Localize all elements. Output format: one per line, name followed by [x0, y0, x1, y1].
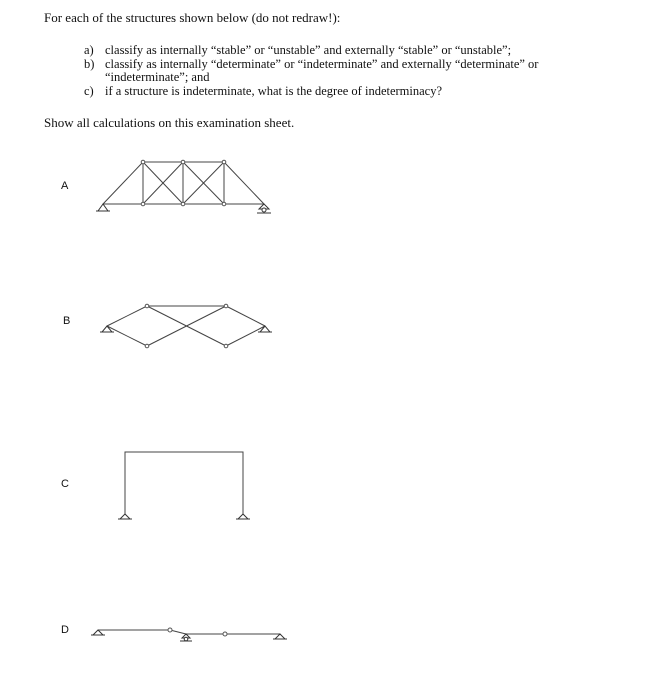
pin-support: [91, 630, 105, 635]
pin-support: [236, 514, 250, 519]
instructions-footer: Show all calculations on this examination sheet.: [44, 115, 295, 130]
roller-support: [257, 204, 271, 213]
question-text: if a structure is indeterminate, what is the degree of indeterminacy?: [105, 84, 443, 98]
truss-members: [107, 306, 265, 346]
structure-label-c: C: [61, 478, 69, 490]
truss-members: [103, 162, 264, 204]
roller-support: [180, 634, 192, 641]
structure-b-truss: [100, 304, 272, 348]
structure-label-d: D: [61, 624, 69, 636]
question-text: classify as internally “stable” or “unstable” and externally “stable” or “unstable”;: [105, 43, 512, 57]
question-label: b): [84, 57, 95, 71]
hinge-icon: [223, 632, 227, 636]
structure-c-frame: [118, 452, 250, 519]
question-label: a): [84, 43, 94, 57]
instructions-intro: For each of the structures shown below (do not redraw!):: [44, 10, 341, 25]
structure-a-truss: [96, 160, 271, 213]
hinge-icon: [168, 628, 172, 632]
pin-support: [273, 634, 287, 639]
pin-support: [118, 514, 132, 519]
pin-support: [96, 204, 110, 211]
question-text: classify as internally “determinate” or “indeterminate” and externally “determinate” or “indeterminate”; and: [105, 57, 539, 84]
structure-d-beam: [91, 628, 287, 641]
question-label: c): [84, 84, 94, 98]
structure-label-a: A: [61, 180, 69, 192]
structure-label-b: B: [63, 315, 71, 327]
